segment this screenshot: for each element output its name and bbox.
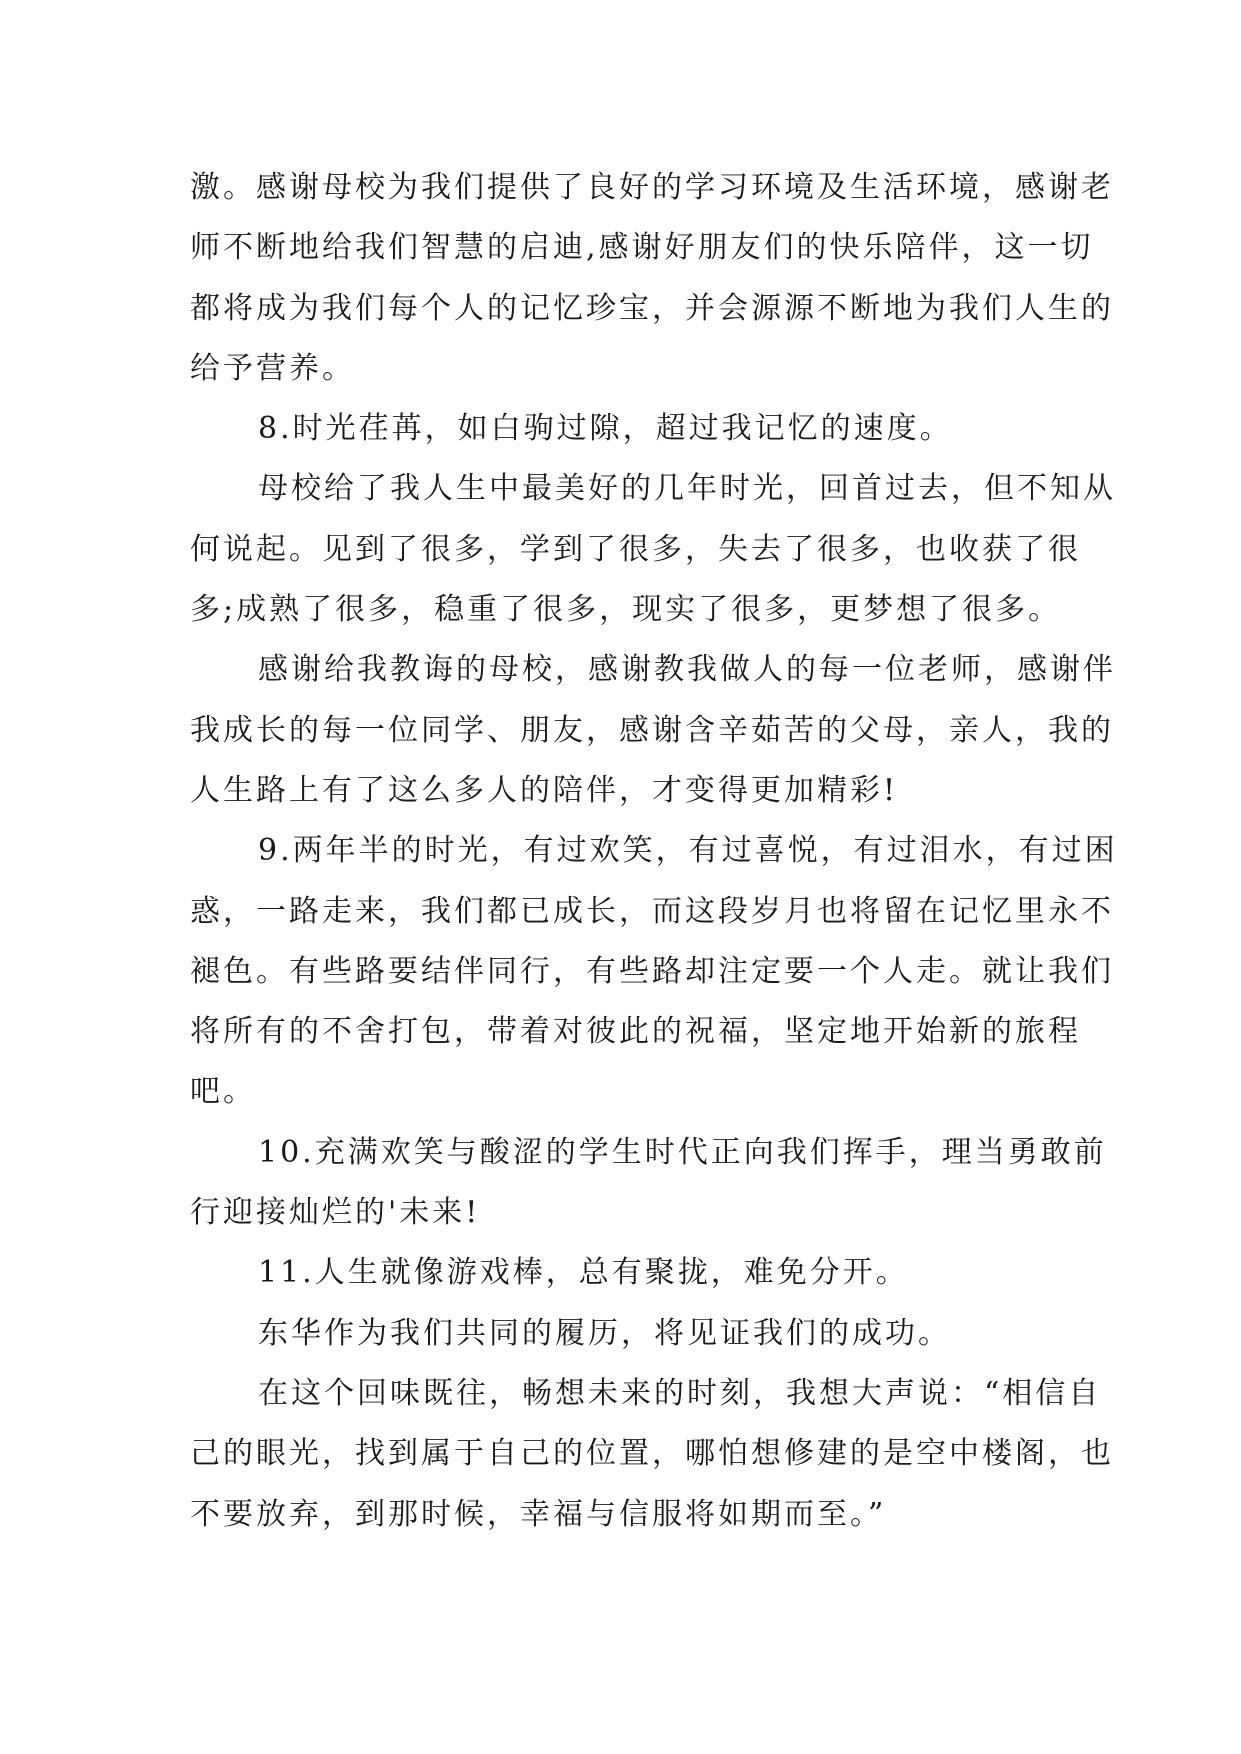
paragraph-donghua: 东华作为我们共同的履历，将见证我们的成功。 xyxy=(258,1315,951,1351)
paragraph-thanks: 感谢给我教诲的母校，感谢教我做人的每一位老师，感谢伴我成长的每一位同学、朋友，感谢含辛茹苦的父母，亲人，我的人生路上有了这么多人的陪伴，才变得更加精彩! xyxy=(190,652,1116,808)
paragraph-closing-quote: 在这个回味既往，畅想未来的时刻，我想大声说：“相信自己的眼光，找到属于自己的位置，哪怕想修建的是空中楼阁，也不要放弃，到那时候，幸福与信服将如期而至。” xyxy=(190,1375,1114,1532)
paragraph-alma-mater-years: 母校给了我人生中最美好的几年时光，回首过去，但不知从何说起。见到了很多，学到了很多，失去了很多，也收获了很多;成熟了很多，稳重了很多，现实了很多，更梦想了很多。 xyxy=(190,471,1116,628)
paragraph-item-9: 9.两年半的时光，有过欢笑，有过喜悦，有过泪水，有过困惑，一路走来，我们都已成长，而这段岁月也将留在记忆里永不褪色。有些路要结伴同行，有些路却注定要一个人走。就让我们将所有的不舍打包，带着对彼此的祝福，坚定地开始新的旅程吧。 xyxy=(190,833,1118,1110)
paragraph-item-8: 8.时光荏苒，如白驹过隙，超过我记忆的速度。 xyxy=(258,411,953,447)
paragraph-item-10: 10.充满欢笑与酸涩的学生时代正向我们挥手，理当勇敢前行迎接灿烂的'未来! xyxy=(190,1134,1107,1231)
document-body xyxy=(190,158,1120,1545)
paragraph-item-11: 11.人生就像游戏棒，总有聚拢，难免分开。 xyxy=(258,1255,909,1291)
paragraph-gratitude-continued: 激。感谢母校为我们提供了良好的学习环境及生活环境，感谢老师不断地给我们智慧的启迪,感谢好朋友们的快乐陪伴，这一切都将成为我们每个人的记忆珍宝，并会源源不断地为我们人生的给予营养。 xyxy=(190,170,1114,386)
